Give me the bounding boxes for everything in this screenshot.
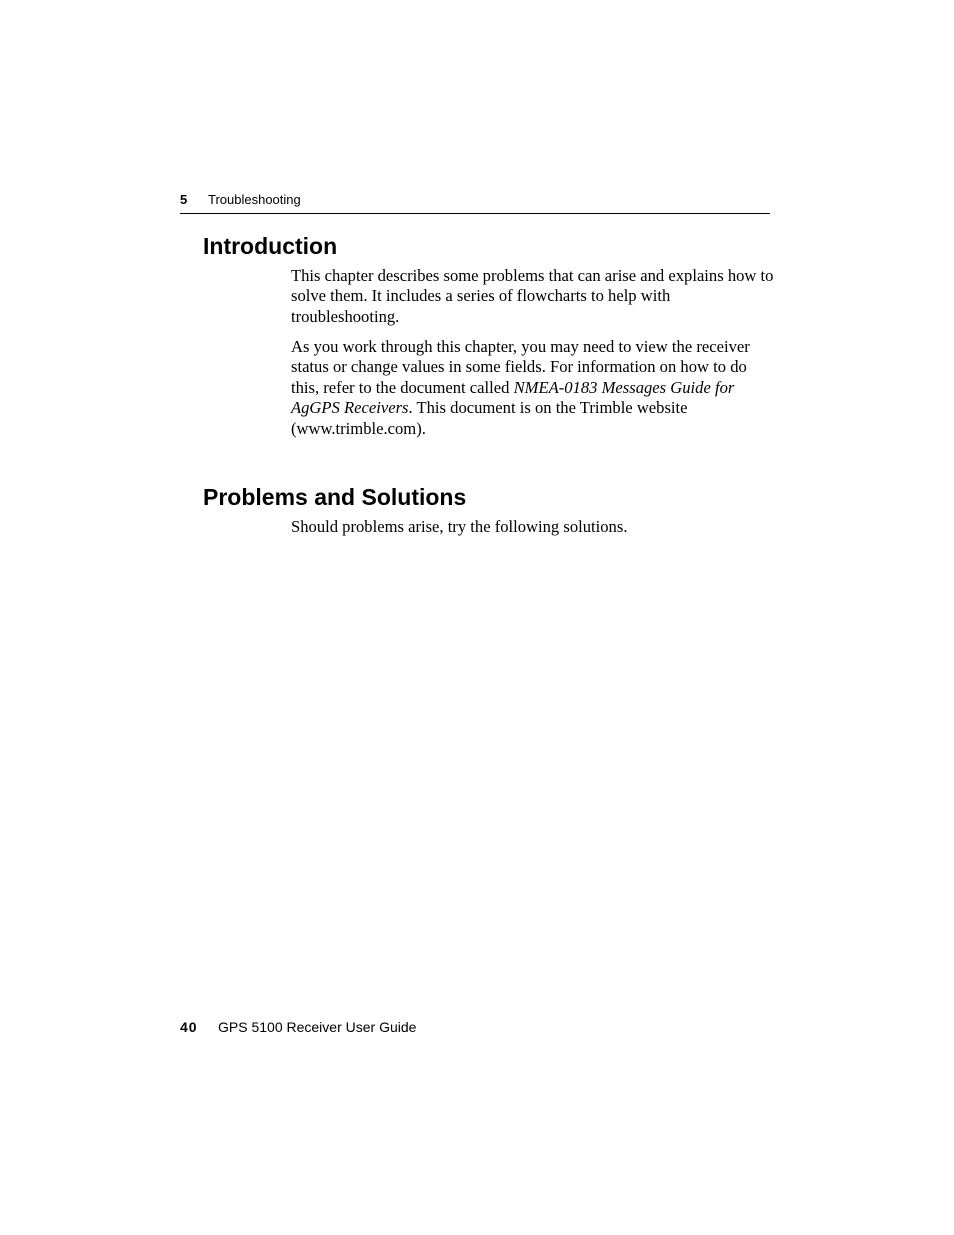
introduction-paragraph-2 <box>291 337 775 439</box>
paragraph-2-text-end: . This document is on the Trimble website (www.trimble.com). <box>291 398 688 438</box>
referenced-document-title: NMEA-0183 Messages Guide for AgGPS Receivers <box>291 377 735 418</box>
document-title: GPS 5100 Receiver User Guide <box>218 1019 417 1035</box>
chapter-title: Troubleshooting <box>208 192 301 207</box>
problems-paragraph-1: Should problems arise, try the following solutions. <box>291 517 628 536</box>
paragraph-2-text-start: As you work through this chapter, you may need to view the receiver status or change values in some fields. For information on how to do this, refer to the document called <box>291 337 750 397</box>
introduction-heading: Introduction <box>203 233 338 259</box>
problems-solutions-heading: Problems and Solutions <box>203 484 467 510</box>
page-number: 40 <box>180 1019 198 1035</box>
chapter-number: 5 <box>180 192 188 207</box>
running-header <box>180 191 770 214</box>
introduction-paragraph-1: This chapter describes some problems that can arise and explains how to solve them. It includes a series of flowcharts to help with troubleshooting. <box>291 266 774 326</box>
